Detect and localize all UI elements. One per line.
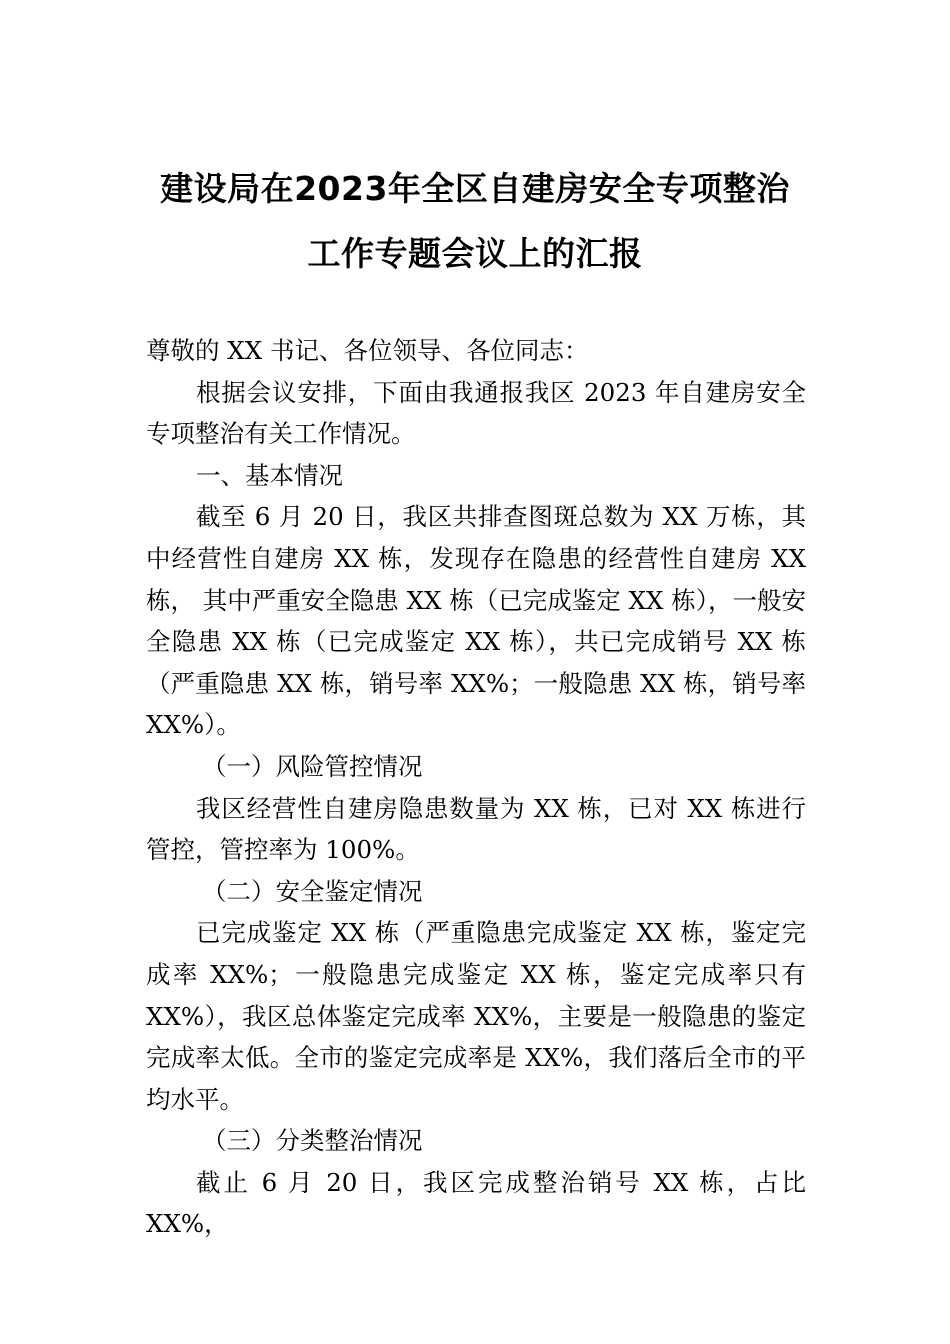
safety-appraisal-paragraph: 已完成鉴定 XX 栋（严重隐患完成鉴定 XX 栋，鉴定完成率 XX%；一般隐患完成鉴定 XX 栋，鉴定完成率只有 XX%），我区总体鉴定完成率 XX%，主要是一般隐患的鉴定完成率太低。全市的鉴定完成率是 XX%，我们落后全市的平均水平。 bbox=[146, 918, 806, 1114]
document-body bbox=[146, 330, 806, 1245]
section-heading-basic-situation: 一、基本情况 bbox=[196, 460, 343, 490]
basic-situation-paragraph: 截至 6 月 20 日，我区共排查图斑总数为 XX 万栋，其中经营性自建房 XX 栋，发现存在隐患的经营性自建房 XX 栋， 其中严重安全隐患 XX 栋（已完成鉴定 XX 栋），一般安全隐患 XX 栋（已完成鉴定 XX 栋），共已完成销号 XX 栋（严重隐患 XX 栋，销号率 XX%；一般隐患 XX 栋，销号率 XX%）。 bbox=[146, 502, 806, 740]
salutation: 尊敬的 XX 书记、各位领导、各位同志： bbox=[146, 336, 589, 365]
subsection-heading-safety-appraisal: （二）安全鉴定情况 bbox=[202, 876, 423, 906]
document-title-line-2: 工作专题会议上的汇报 bbox=[307, 234, 643, 273]
intro-paragraph: 根据会议安排，下面由我通报我区 2023 年自建房安全专项整治有关工作情况。 bbox=[146, 377, 806, 449]
document-title-line-1: 建设局在2023年全区自建房安全专项整治 bbox=[160, 169, 790, 208]
risk-control-paragraph: 我区经营性自建房隐患数量为 XX 栋，已对 XX 栋进行管控，管控率为 100%。 bbox=[146, 793, 806, 865]
subsection-heading-risk-control: （一）风险管控情况 bbox=[202, 751, 423, 781]
classified-rectification-paragraph: 截止 6 月 20 日，我区完成整治销号 XX 栋，占比 XX%， bbox=[146, 1167, 806, 1239]
subsection-heading-classified-rectification: （三）分类整治情况 bbox=[202, 1126, 423, 1156]
